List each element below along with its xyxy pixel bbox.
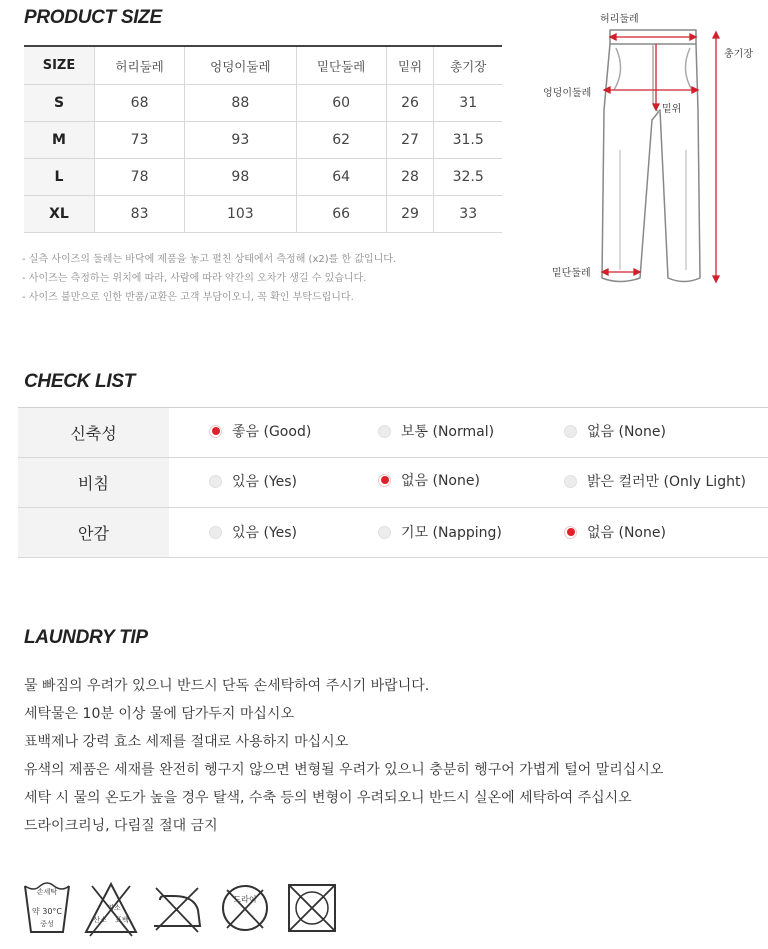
table-cell: 31 <box>434 85 502 122</box>
size-table <box>24 45 502 233</box>
size-label: L <box>24 159 95 196</box>
table-row <box>24 85 502 122</box>
size-label: XL <box>24 196 95 233</box>
label-hip: 엉덩이둘레 <box>543 88 592 99</box>
selected-radio-icon <box>209 425 222 438</box>
check-row-label: 신축성 <box>18 408 169 457</box>
size-notes <box>22 250 396 307</box>
header-size: SIZE <box>24 46 95 85</box>
size-table-header <box>24 46 502 85</box>
option-lining-none <box>564 522 666 542</box>
table-row <box>24 159 502 196</box>
label-total-length: 총기장 <box>724 49 753 60</box>
no-bleach-oxygen: 산소 <box>93 916 107 924</box>
table-cell: 64 <box>296 159 386 196</box>
table-cell: 29 <box>386 196 434 233</box>
label-hem: 밑단둘레 <box>552 268 591 279</box>
header-hem: 밑단둘레 <box>296 46 386 85</box>
table-cell: 68 <box>95 85 185 122</box>
table-cell: 60 <box>296 85 386 122</box>
table-cell: 98 <box>185 159 296 196</box>
table-cell: 78 <box>95 159 185 196</box>
table-cell: 33 <box>434 196 502 233</box>
no-bleach-chlorine: 염소 <box>107 904 121 912</box>
laundry-tip: 표백제나 강력 효소 세제를 절대로 사용하지 마십시오 <box>24 734 349 750</box>
size-label: S <box>24 85 95 122</box>
table-cell: 73 <box>95 122 185 159</box>
radio-icon <box>564 475 577 488</box>
hand-wash-label: 손세탁 <box>36 888 58 896</box>
size-label: M <box>24 122 95 159</box>
option-label: 밝은 컬러만 (Only Light) <box>587 474 746 490</box>
check-row-label: 안감 <box>18 508 169 557</box>
option-label: 있음 (Yes) <box>232 474 298 490</box>
selected-radio-icon <box>564 526 577 539</box>
hand-wash-detergent: 중성 <box>40 920 54 928</box>
option-lining-napping <box>378 522 502 542</box>
laundry-tip: 드라이크리닝, 다림질 절대 금지 <box>24 818 218 834</box>
no-iron-icon <box>150 880 204 942</box>
no-bleach-icon <box>82 880 140 942</box>
laundry-tip: 세탁 시 물의 온도가 높을 경우 탈색, 수축 등의 변형이 우려되오니 반드시 실온에 세탁하여 주십시오 <box>24 790 632 806</box>
option-transparency-only-light <box>564 471 746 491</box>
size-note: - 사이즈는 측정하는 위치에 따라, 사람에 따라 약간의 오차가 생길 수 있습니다. <box>22 273 367 284</box>
no-tumble-dry-icon <box>286 880 340 942</box>
size-note: - 실측 사이즈의 둘레는 바닥에 제품을 놓고 펼친 상태에서 측정해 (x2)를 한 값입니다. <box>22 254 397 265</box>
table-row <box>24 122 502 159</box>
option-transparency-yes <box>209 471 297 491</box>
option-label: 있음 (Yes) <box>232 525 298 541</box>
laundry-tip-title: LAUNDRY TIP <box>24 627 148 648</box>
dry-clean-label: 드라이 <box>233 895 257 904</box>
option-label: 없음 (None) <box>401 473 480 489</box>
label-waist: 허리둘레 <box>600 14 639 25</box>
table-cell: 26 <box>386 85 434 122</box>
pants-measurement-diagram <box>540 0 768 300</box>
no-dry-clean-icon <box>218 880 272 942</box>
radio-icon <box>378 425 391 438</box>
hand-wash-temp: 약 30°C <box>31 907 63 916</box>
header-rise: 밑위 <box>386 46 434 85</box>
header-hip: 엉덩이둘레 <box>185 46 296 85</box>
table-cell: 93 <box>185 122 296 159</box>
laundry-tip: 유색의 제품은 세재를 완전히 헹구지 않으면 변형될 우려가 있으니 충분히 헹구어 가볍게 털어 말리십시오 <box>24 762 664 778</box>
hand-wash-icon <box>22 880 72 942</box>
radio-icon <box>209 526 222 539</box>
option-label: 기모 (Napping) <box>401 525 502 541</box>
option-label: 좋음 (Good) <box>232 424 312 440</box>
table-cell: 31.5 <box>434 122 502 159</box>
table-cell: 62 <box>296 122 386 159</box>
option-elasticity-normal <box>378 421 494 441</box>
laundry-tip: 물 빠짐의 우려가 있으니 반드시 단독 손세탁하여 주시기 바랍니다. <box>24 678 430 694</box>
laundry-tips <box>24 672 663 840</box>
check-list-title: CHECK LIST <box>24 371 136 392</box>
laundry-tip: 세탁물은 10분 이상 물에 담가두지 마십시오 <box>24 706 294 722</box>
table-row <box>24 196 502 233</box>
header-length: 총기장 <box>434 46 502 85</box>
label-rise: 밑위 <box>662 104 682 115</box>
option-elasticity-none <box>564 421 666 441</box>
radio-icon <box>564 425 577 438</box>
table-cell: 27 <box>386 122 434 159</box>
radio-icon <box>378 526 391 539</box>
size-note: - 사이즈 불만으로 인한 반품/교환은 고객 부담이오니, 꼭 확인 부탁드립니다. <box>22 292 354 303</box>
check-row-label: 비침 <box>18 458 169 507</box>
table-cell: 83 <box>95 196 185 233</box>
radio-icon <box>209 475 222 488</box>
table-cell: 28 <box>386 159 434 196</box>
no-bleach-bleach: 표백 <box>115 916 129 924</box>
table-cell: 103 <box>185 196 296 233</box>
table-cell: 88 <box>185 85 296 122</box>
selected-radio-icon <box>378 474 391 487</box>
option-lining-yes <box>209 522 297 542</box>
option-transparency-none <box>378 470 480 490</box>
option-label: 없음 (None) <box>587 525 666 541</box>
option-label: 보통 (Normal) <box>401 424 495 440</box>
header-waist: 허리둘레 <box>95 46 185 85</box>
table-cell: 32.5 <box>434 159 502 196</box>
table-cell: 66 <box>296 196 386 233</box>
option-label: 없음 (None) <box>587 424 666 440</box>
option-elasticity-good <box>209 421 311 441</box>
product-size-title: PRODUCT SIZE <box>24 7 162 28</box>
